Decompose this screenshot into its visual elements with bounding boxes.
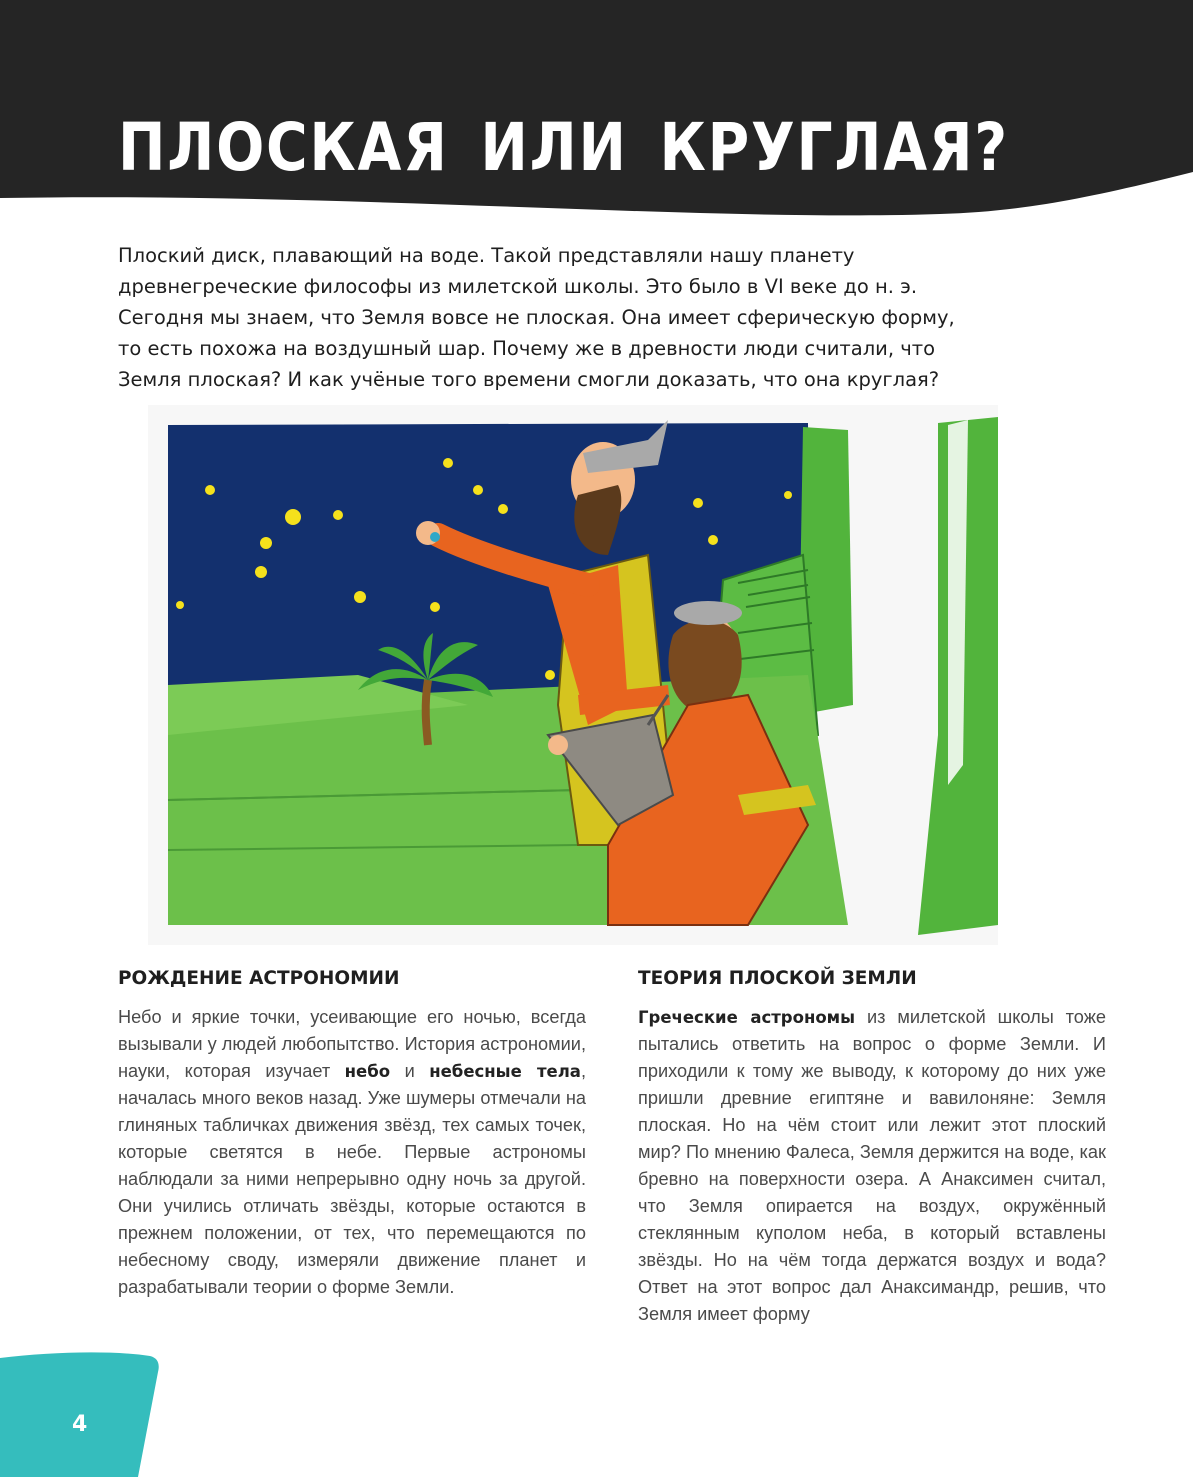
body-text: , началась много веков назад. Уже шумеры отмечали на глиняных табличках движения звёзд, тех самых точек, которые светятся в небе. Первые астрономы наблюдали за ними непрерывно одну ночь за другой. Они учились отличать звёзды, которые остаются в прежнем положении, от тех, что перемещаются по небесному своду, измеряли движение планет и разрабатывали теории о форме Земли. — [118, 1061, 586, 1297]
section-heading: ТЕОРИЯ ПЛОСКОЙ ЗЕМЛИ — [638, 968, 917, 989]
section-heading: РОЖДЕНИЕ АСТРОНОМИИ — [118, 968, 400, 989]
term-celestial-bodies: небесные тела — [429, 1062, 581, 1081]
intro-line: древнегреческие философы из милетской школы. Это было в VI веке до н. э. — [118, 275, 918, 298]
term-greek-astronomers: Греческие астрономы — [638, 1008, 856, 1027]
section-body — [118, 1004, 586, 1301]
illustration-svg — [148, 405, 998, 945]
section-birth-of-astronomy — [118, 966, 586, 1301]
intro-line: Земля плоская? И как учёные того времени смогли доказать, что она круглая? — [118, 368, 940, 391]
section-flat-earth-theory — [638, 966, 1106, 1328]
intro-line: то есть похожа на воздушный шар. Почему же в древности люди считали, что — [118, 337, 936, 360]
ancient-astronomers-illustration — [148, 405, 998, 945]
intro-line: Сегодня мы знаем, что Земля вовсе не плоская. Она имеет сферическую форму, — [118, 306, 955, 329]
page-number: 4 — [72, 1412, 88, 1437]
header-band — [0, 0, 1193, 240]
body-text: Небо и яркие точки, усеивающие его ночью, всегда вызывали у людей любопытство. История астрономии, науки, которая изучает — [118, 1007, 586, 1081]
intro-line: Плоский диск, плавающий на воде. Такой представляли нашу планету — [118, 244, 855, 267]
section-body — [638, 1004, 1106, 1328]
body-text: и — [404, 1061, 415, 1081]
term-sky: небо — [344, 1062, 391, 1081]
page-title: ПЛОСКАЯ ИЛИ КРУГЛАЯ? — [118, 109, 1009, 186]
intro-paragraph — [118, 240, 1078, 395]
body-text: из милетской школы тоже пытались ответить на вопрос о форме Земли. И приходили к тому же выводу, к которому до них уже пришли древние египтяне и вавилоняне: Земля плоская. Но на чём стоит или лежит этот плоский мир? По мнению Фалеса, Земля держится на воде, как бревно на поверхности озера. А Анаксимен считал, что Земля опирается на воздух, окружённый стеклянным куполом неба, в который вставлены звёзды. Но на чём тогда держатся воздух и вода? Ответ на этот вопрос дал Анаксимандр, решив, что Земля имеет форму — [638, 1007, 1107, 1324]
